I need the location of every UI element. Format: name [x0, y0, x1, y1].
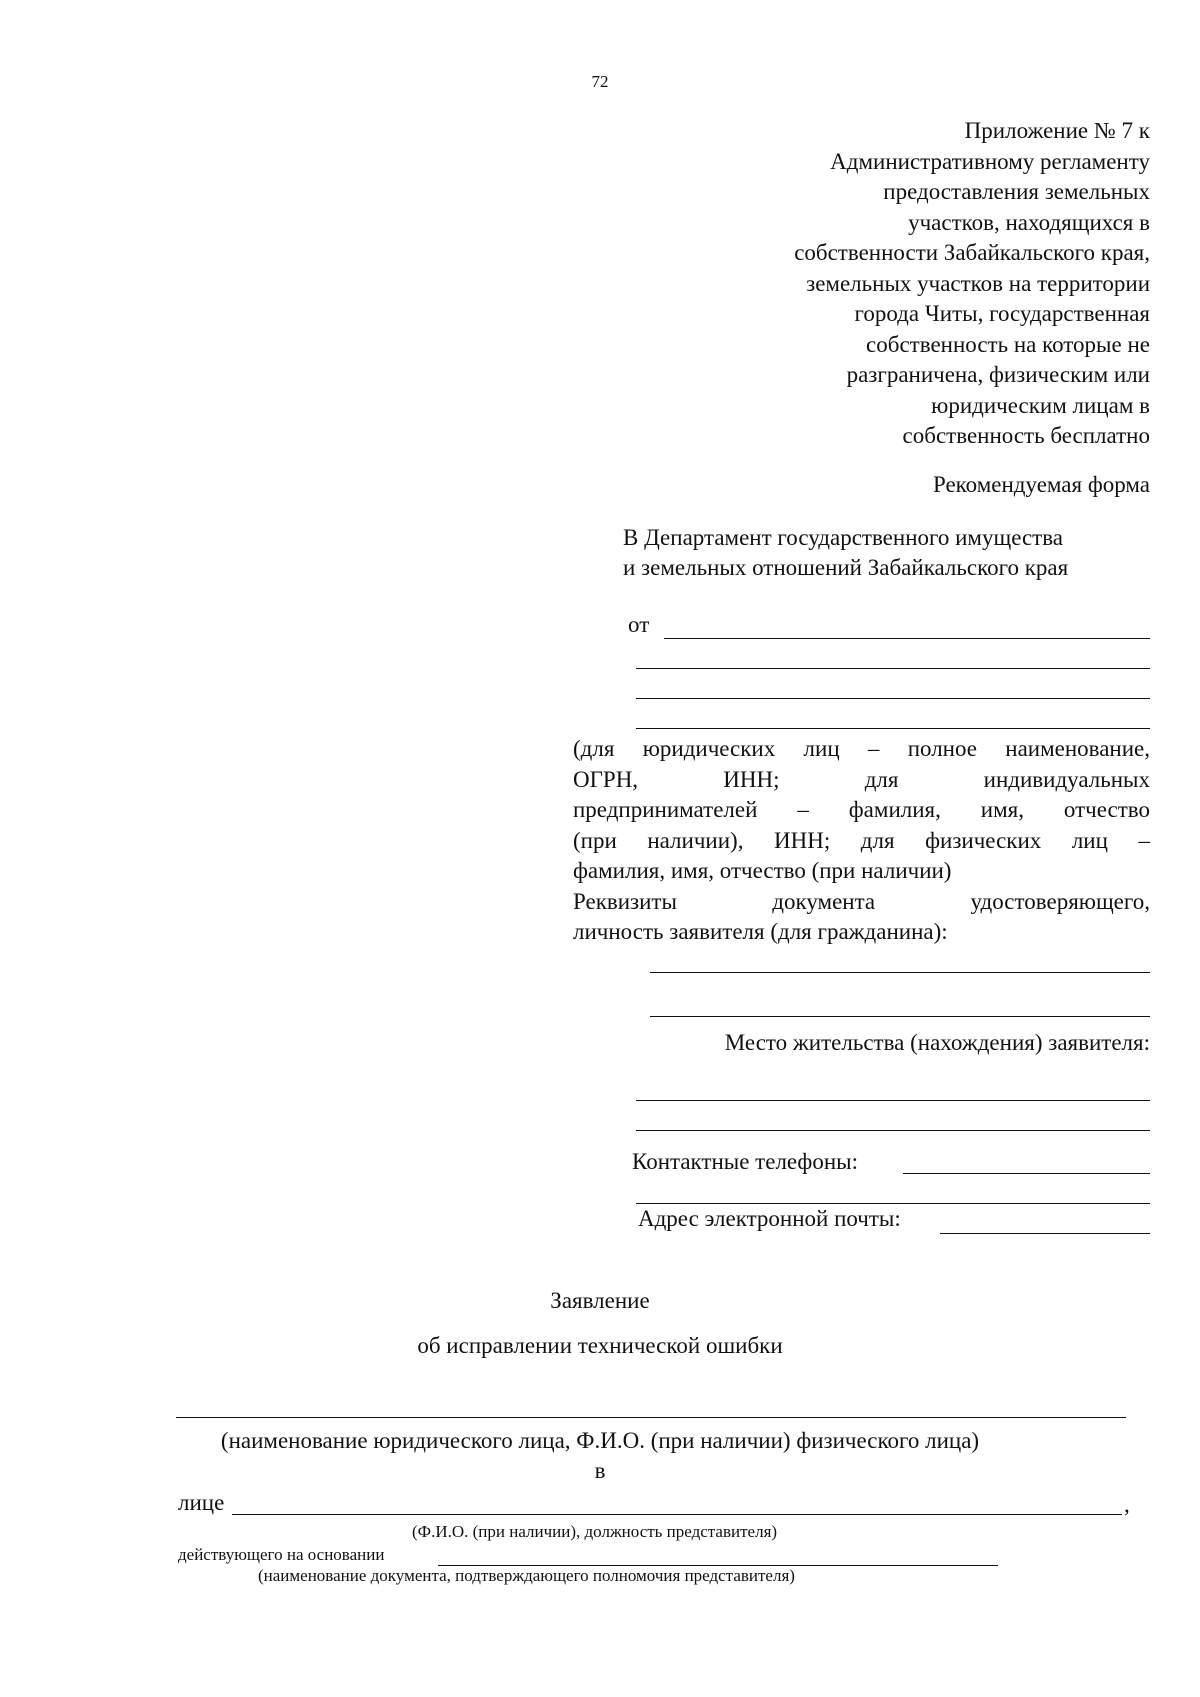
addressee-block: [623, 523, 1150, 583]
from-label: от: [628, 612, 650, 637]
in-word: в: [594, 1458, 606, 1483]
phones-label: Контактные телефоны:: [632, 1149, 858, 1174]
page-number: 72: [591, 72, 609, 91]
addressee-line: В Департамент государственного имущества: [623, 525, 1063, 550]
statement-subtitle: об исправлении технической ошибки: [417, 1333, 783, 1358]
addressee-line: и земельных отношений Забайкальского края: [623, 555, 1069, 580]
appendix-line: города Читы, государственная: [854, 301, 1150, 326]
appendix-line: собственности Забайкальского края,: [794, 240, 1150, 265]
appendix-line: Административному регламенту: [830, 148, 1150, 174]
email-label: Адрес электронной почты:: [638, 1206, 901, 1231]
person-input-line[interactable]: [232, 1514, 1122, 1515]
basis-document-caption: (наименование документа, подтверждающего полномочия представителя): [258, 1566, 795, 1585]
from-input-line[interactable]: [636, 698, 1150, 699]
acting-basis-label: действующего на основании: [178, 1545, 385, 1564]
note-line: (для юридических лиц – полное наименование,: [573, 736, 1150, 761]
representative-caption: (Ф.И.О. (при наличии), должность представителя): [412, 1522, 778, 1541]
person-label: лице: [178, 1490, 225, 1515]
from-input-line[interactable]: [636, 728, 1150, 729]
appendix-line: предоставления земельных: [883, 179, 1150, 204]
appendix-line: участков, находящихся в: [908, 209, 1150, 235]
applicant-note: [573, 734, 1150, 948]
from-input-line[interactable]: [664, 638, 1150, 639]
note-line: предпринимателей – фамилия, имя, отчество: [573, 797, 1150, 822]
id-document-input-line[interactable]: [650, 972, 1150, 973]
phones-input-line[interactable]: [636, 1203, 1150, 1204]
from-input-line[interactable]: [636, 668, 1150, 669]
appendix-header: [690, 116, 1150, 452]
residence-input-line[interactable]: [636, 1130, 1150, 1131]
id-document-input-line[interactable]: [650, 1016, 1150, 1017]
statement-title: Заявление: [550, 1288, 650, 1313]
note-line: фамилия, имя, отчество (при наличии): [573, 858, 952, 883]
residence-input-line[interactable]: [636, 1100, 1150, 1101]
phones-input-line[interactable]: [903, 1173, 1150, 1174]
note-line: (при наличии), ИНН; для физических лиц –: [573, 827, 1150, 853]
appendix-line: разграничена, физическим или: [846, 362, 1150, 387]
id-document-line: личность заявителя (для гражданина):: [573, 919, 948, 944]
email-input-line[interactable]: [940, 1233, 1150, 1234]
appendix-line: собственность на которые не: [866, 331, 1150, 357]
appendix-line: Приложение № 7 к: [964, 118, 1150, 143]
legal-entity-caption: (наименование юридического лица, Ф.И.О. (при наличии) физического лица): [220, 1428, 980, 1453]
id-document-line: Реквизиты документа удостоверяющего,: [573, 888, 1150, 914]
appendix-line: юридическим лицам в: [931, 392, 1150, 418]
person-comma: ,: [1124, 1492, 1130, 1517]
appendix-line: собственность бесплатно: [902, 423, 1150, 448]
residence-label: Место жительства (нахождения) заявителя:: [724, 1030, 1150, 1055]
recommended-form-label: Рекомендуемая форма: [932, 472, 1150, 497]
appendix-line: земельных участков на территории: [806, 270, 1150, 296]
legal-entity-input-line[interactable]: [176, 1417, 1126, 1418]
note-line: ОГРН, ИНН; для индивидуальных: [573, 766, 1150, 792]
